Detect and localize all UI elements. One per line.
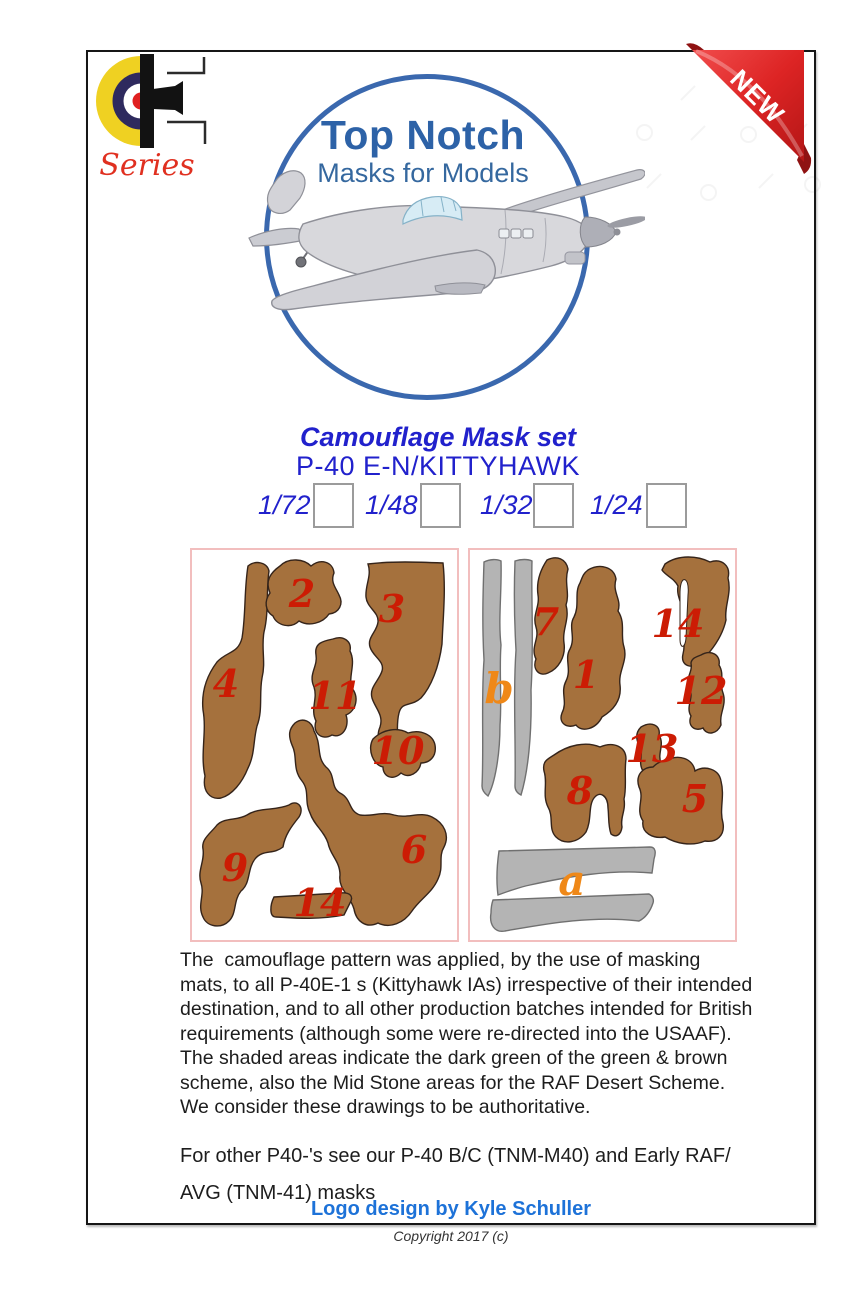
spinner [580, 217, 616, 247]
mask-label-6: 6 [400, 827, 428, 872]
set-type-title: Camouflage Mask set [299, 422, 577, 452]
scale-checkbox-1-24[interactable] [646, 483, 687, 528]
mask-panel-left [190, 548, 459, 942]
series-label: Series [99, 148, 195, 183]
description-line: The camouflage pattern was applied, by the use of masking [180, 949, 701, 971]
description-line: destination, and to all other production batches intended for British [180, 998, 753, 1020]
mask-strip-b2 [514, 560, 532, 796]
exhaust-stacks [499, 229, 533, 238]
mask-label-4: 4 [212, 661, 240, 706]
scale-label-1-32: 1/32 [480, 490, 533, 520]
mask-label-5: 5 [681, 776, 709, 821]
brand-logo [95, 52, 235, 192]
description-paragraph [180, 948, 752, 1120]
scale-label-1-24: 1/24 [590, 490, 643, 520]
scale-label-1-72: 1/72 [258, 490, 311, 520]
mask-label-3: 3 [378, 586, 406, 631]
stabilizer [249, 228, 305, 246]
mask-label-14-right: 14 [651, 601, 705, 646]
watermark-glyph [700, 184, 717, 201]
watermark-glyph [646, 173, 662, 189]
propeller-blade [607, 214, 645, 230]
mask-label-2: 2 [288, 571, 316, 616]
description-line: The shaded areas indicate the dark green of the green & brown [180, 1047, 728, 1069]
ribbon-label: NEW [724, 63, 791, 130]
far-wing-tip [435, 283, 485, 294]
airplane-illustration [245, 148, 645, 338]
mask-label-8: 8 [566, 768, 594, 813]
scale-checkbox-1-48[interactable] [420, 483, 461, 528]
scale-checkbox-1-72[interactable] [313, 483, 354, 528]
mask-label-a: a [558, 856, 586, 905]
description-line: requirements (although some were re-directed into the USAAF). [180, 1022, 732, 1045]
ribbon-fold-top [686, 43, 704, 50]
copyright-text: Copyright 2017 (c) [393, 1228, 509, 1244]
propeller-hub [614, 229, 621, 236]
radiator [565, 252, 585, 264]
description-line: mats, to all P-40E-1 s (Kittyhawk IAs) irrespective of their intended [180, 973, 753, 996]
note-line: AVG (TNM-41) masks [180, 1182, 376, 1204]
new-ribbon [680, 38, 820, 183]
mask-label-10: 10 [371, 728, 425, 773]
mask-label-11: 11 [308, 673, 362, 718]
description-line: We consider these drawings to be authoritative. [180, 1096, 591, 1118]
mask-label-12: 12 [674, 668, 728, 713]
mask-label-14-left: 14 [293, 880, 347, 925]
tail-fin [267, 171, 305, 214]
cross-bar [140, 54, 154, 148]
mask-label-7: 7 [532, 599, 560, 644]
roundel-cross-logo-icon [95, 52, 225, 152]
mask-shape-right-1 [561, 567, 625, 730]
logo-credit: Logo design by Kyle Schuller [310, 1198, 592, 1220]
mask-label-b: b [484, 664, 514, 713]
mask-label-9: 9 [221, 845, 249, 890]
mask-panel-right [468, 548, 737, 942]
mask-label-13: 13 [625, 726, 679, 771]
tailwheel [296, 257, 306, 267]
product-name-title: P-40 E-N/KITTYHAWK [295, 451, 581, 481]
watermark-glyph [636, 124, 653, 141]
mask-label-1: 1 [572, 652, 600, 697]
note-line: For other P40-'s see our P-40 B/C (TNM-M40) and Early RAF/ [180, 1145, 731, 1167]
scale-checkbox-1-32[interactable] [533, 483, 574, 528]
description-line: scheme, also the Mid Stone areas for the RAF Desert Scheme. [180, 1071, 726, 1094]
brand-title: Top Notch [320, 112, 526, 158]
brand-subtitle: Masks for Models [317, 158, 529, 188]
page-border [86, 50, 816, 1225]
scale-label-1-48: 1/48 [365, 490, 418, 520]
